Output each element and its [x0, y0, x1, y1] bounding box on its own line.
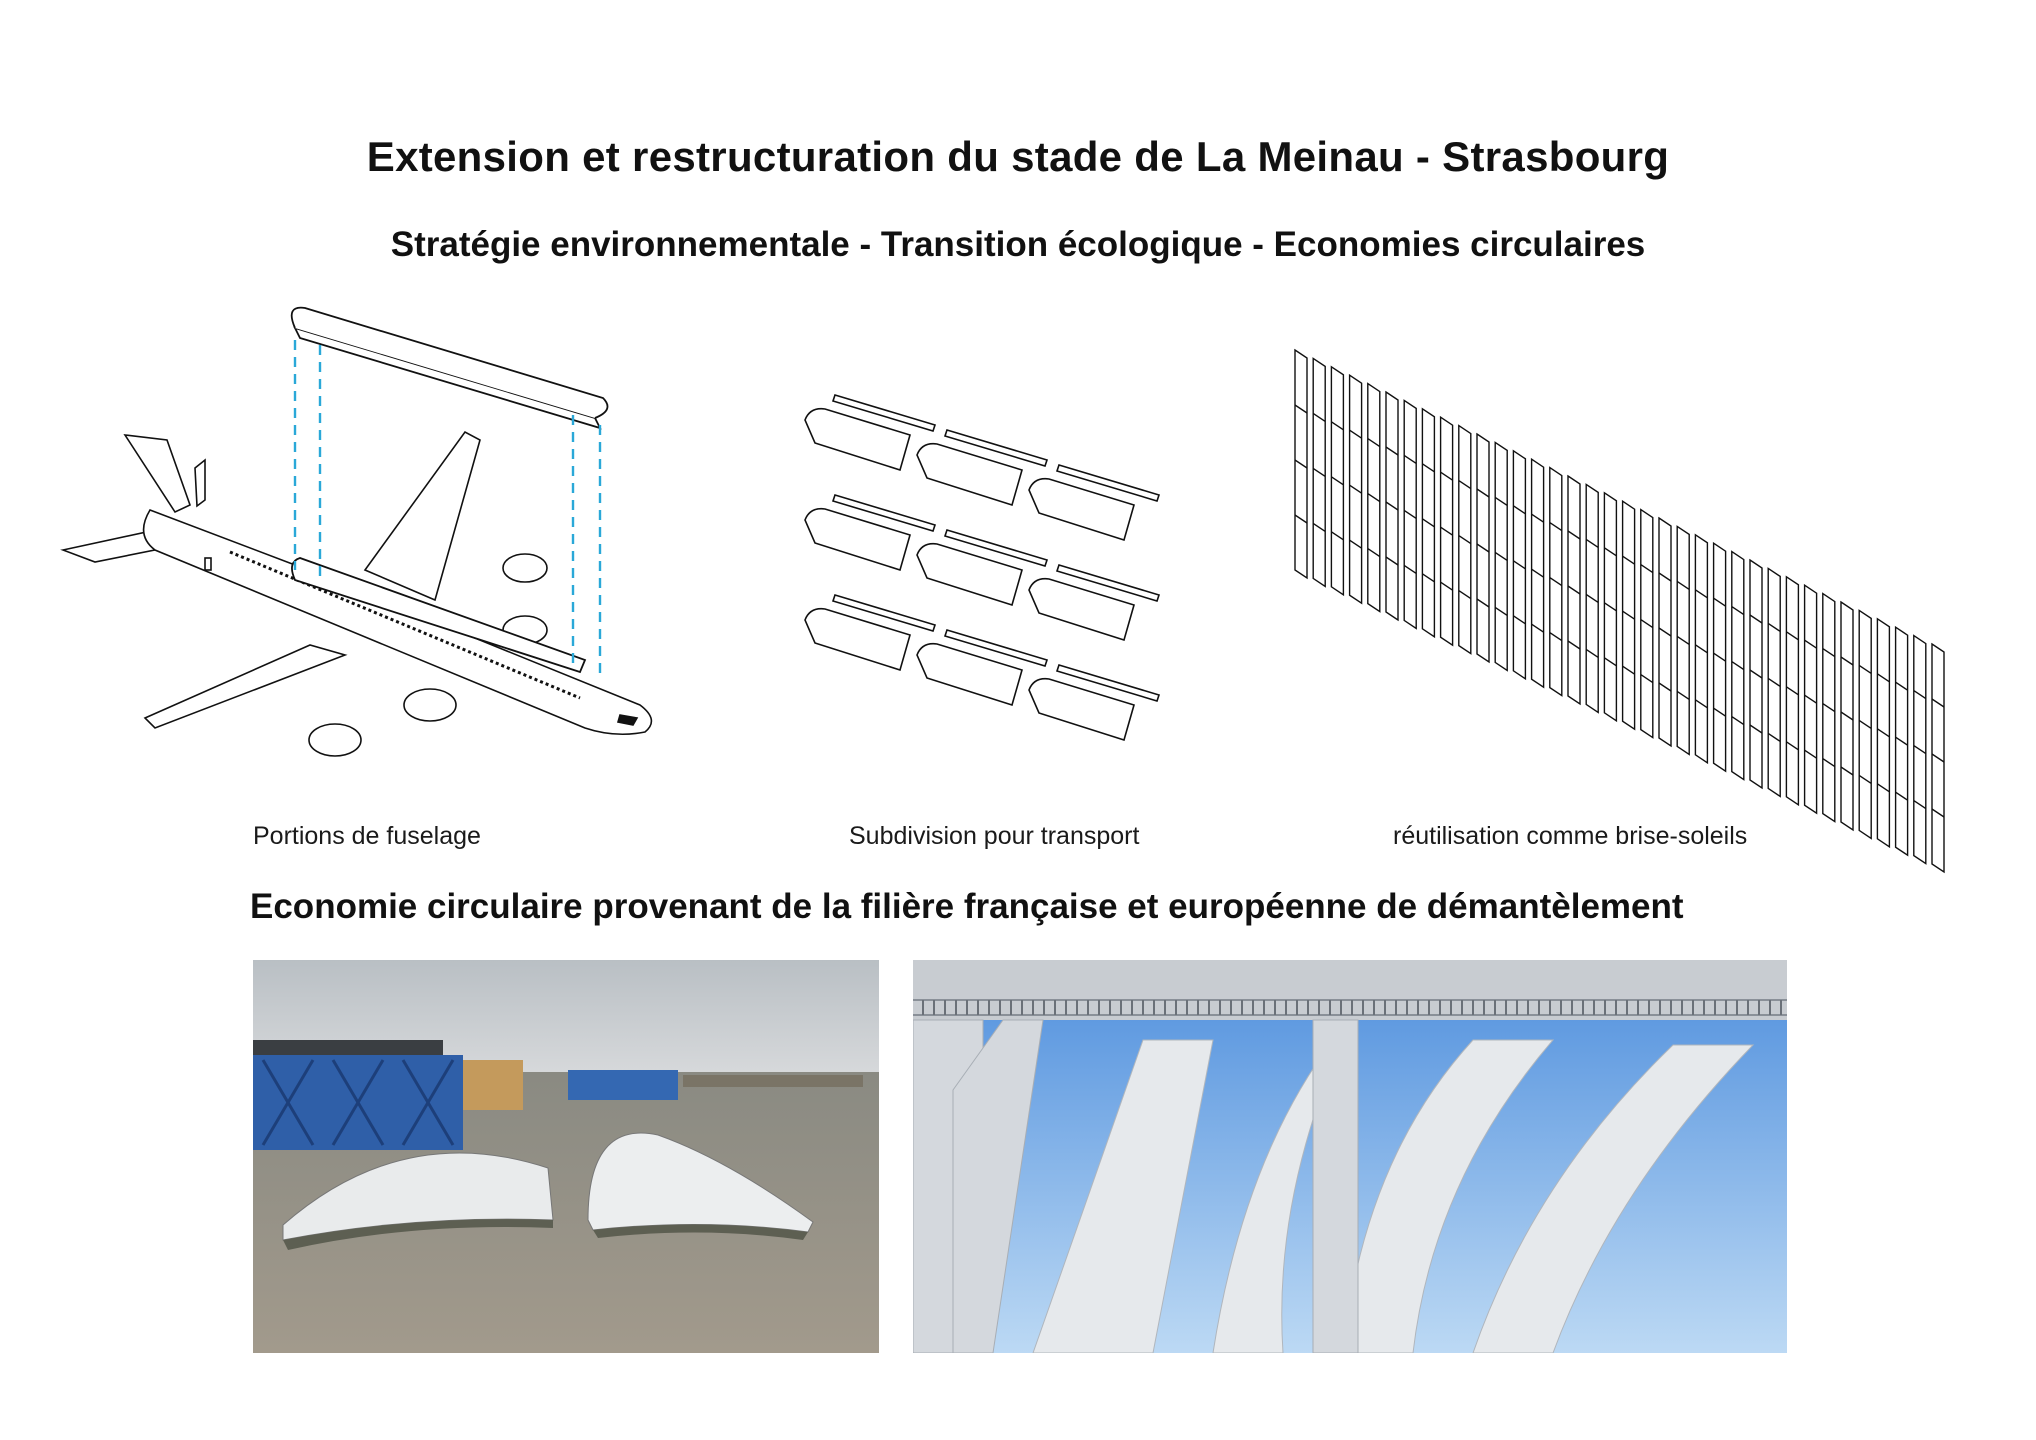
- caption-reuse: réutilisation comme brise-soleils: [1393, 822, 1748, 850]
- airplane-fuselage-diagram: [55, 300, 675, 770]
- page-subtitle: Stratégie environnementale - Transition écologique - Economies circulaires: [390, 225, 1646, 264]
- page-title: Extension et restructuration du stade de La Meinau - Strasbourg: [366, 133, 1670, 180]
- panel-segments-icon: [805, 395, 1159, 740]
- sun-shade-louvers-icon: [1295, 350, 1944, 872]
- caption-fuselage: Portions de fuselage: [253, 822, 481, 850]
- subdivision-diagram: [790, 375, 1190, 755]
- photo-dismantling-yard: [253, 960, 879, 1353]
- brise-soleil-diagram: [1290, 350, 1970, 830]
- section-heading: Economie circulaire provenant de la filière française et européenne de démantèlement: [250, 887, 1684, 926]
- caption-subdivision: Subdivision pour transport: [849, 822, 1140, 850]
- render-brise-soleil: [913, 960, 1787, 1353]
